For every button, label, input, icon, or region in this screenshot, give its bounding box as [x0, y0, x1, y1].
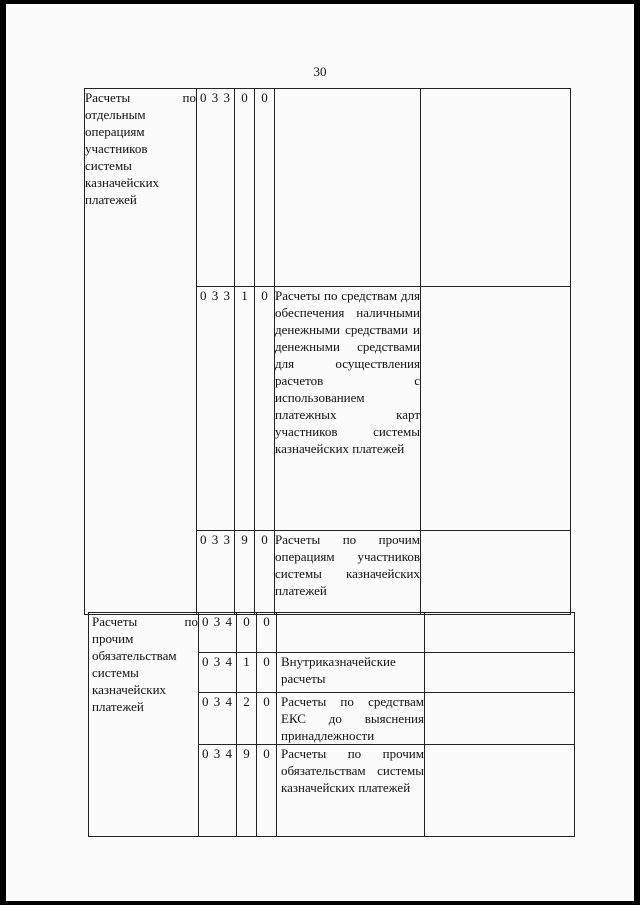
account-digit-2: 0	[255, 89, 275, 287]
account-digit-2: 0	[255, 287, 275, 531]
account-digit-2: 0	[255, 531, 275, 615]
account-digit-1: 0	[235, 89, 255, 287]
account-description	[277, 613, 425, 653]
empty-cell	[421, 531, 571, 615]
empty-cell	[421, 287, 571, 531]
account-code: 0 3 4	[199, 613, 237, 653]
accounts-table-section-2	[88, 612, 575, 837]
empty-cell	[425, 693, 575, 745]
table-row	[89, 613, 575, 653]
account-digit-2: 0	[257, 745, 277, 837]
account-description: Расчеты по прочим обязательствам системы казначейских платежей	[277, 745, 425, 837]
account-code: 0 3 3	[197, 287, 235, 531]
accounts-table-section-1	[84, 88, 571, 615]
empty-cell	[425, 745, 575, 837]
account-description: Расчеты по средствам ЕКС до выяснения принадлежности	[277, 693, 425, 745]
account-code: 0 3 4	[199, 693, 237, 745]
account-digit-2: 0	[257, 693, 277, 745]
account-code: 0 3 3	[197, 531, 235, 615]
account-digit-2: 0	[257, 613, 277, 653]
document-page	[6, 4, 634, 901]
account-digit-1: 9	[237, 745, 257, 837]
table-row	[85, 89, 571, 287]
account-code: 0 3 3	[197, 89, 235, 287]
empty-cell	[425, 653, 575, 693]
account-digit-1: 9	[235, 531, 255, 615]
account-digit-1: 1	[235, 287, 255, 531]
account-digit-1: 2	[237, 693, 257, 745]
account-description: Внутриказначейские расчеты	[277, 653, 425, 693]
account-code: 0 3 4	[199, 653, 237, 693]
empty-cell	[425, 613, 575, 653]
account-digit-1: 1	[237, 653, 257, 693]
account-code: 0 3 4	[199, 745, 237, 837]
empty-cell	[421, 89, 571, 287]
account-description	[275, 89, 421, 287]
account-digit-1: 0	[237, 613, 257, 653]
account-description: Расчеты по прочим операциям участников системы казначейских платежей	[275, 531, 421, 615]
page-number: 30	[313, 64, 327, 79]
section-label: Расчеты по прочим обязательствам системы казначейских платежей	[89, 613, 199, 837]
account-digit-2: 0	[257, 653, 277, 693]
section-label: Расчеты по отдельным операциям участников системы казначейских платежей	[85, 89, 197, 615]
account-description: Расчеты по средствам для обеспечения наличными денежными средствами и денежными средствами для осуществления расчетов с использованием платежных карт участников системы казначейских платежей	[275, 287, 421, 531]
